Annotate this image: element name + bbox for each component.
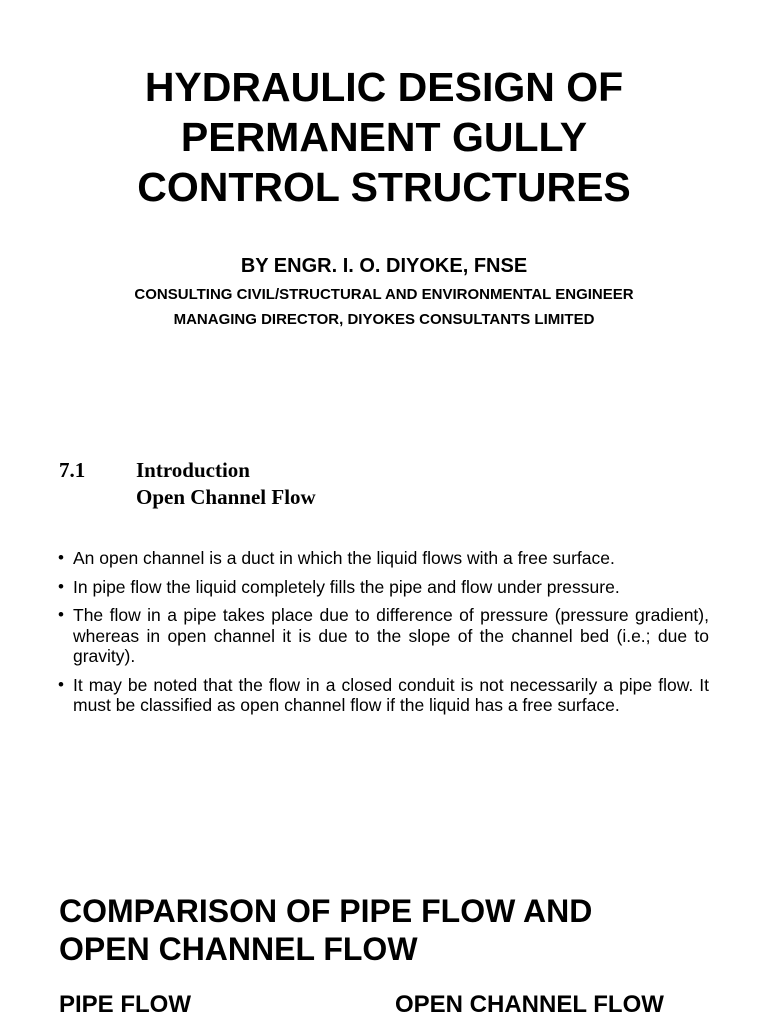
- bullet-text: In pipe flow the liquid completely fills the pipe and flow under pressure.: [73, 576, 620, 597]
- title-line: HYDRAULIC DESIGN OF: [144, 64, 624, 110]
- bullet-item: [58, 675, 709, 716]
- bullet-text: It may be noted that the flow in a closed conduit is not necessarily a pipe flow. It must be classified as open channel flow if the liquid has a free surface.: [73, 674, 709, 715]
- bullet-icon: •: [58, 605, 64, 624]
- bullet-icon: •: [58, 548, 64, 567]
- document-title: [0, 62, 768, 212]
- comparison-title: [59, 892, 699, 968]
- bullet-item: [58, 577, 709, 598]
- affiliation-line: CONSULTING CIVIL/STRUCTURAL AND ENVIRONMENTAL ENGINEER: [134, 286, 634, 303]
- pipe-flow-heading: PIPE FLOW: [59, 991, 191, 1018]
- comparison-slide: [0, 880, 768, 1024]
- title-slide: [0, 0, 768, 370]
- bullet-icon: •: [58, 674, 64, 694]
- section-number: 7.1: [59, 458, 86, 482]
- bullet-text: An open channel is a duct in which the liquid flows with a free surface.: [73, 548, 615, 568]
- bullet-item: [58, 605, 709, 667]
- affiliation-line: MANAGING DIRECTOR, DIYOKES CONSULTANTS LIMITED: [173, 311, 595, 328]
- comparison-title-line: COMPARISON OF PIPE FLOW AND: [59, 893, 593, 929]
- title-line: PERMANENT GULLY: [180, 114, 588, 160]
- bullet-list: [58, 548, 709, 724]
- comparison-title-line: OPEN CHANNEL FLOW: [59, 931, 418, 967]
- bullet-text: The flow in a pipe takes place due to difference of pressure (pressure gradient), whereas in open channel it is due to the slope of the channel bed (i.e.; due to gravity).: [73, 605, 709, 666]
- bullet-icon: •: [58, 576, 64, 596]
- bullet-item: [58, 548, 709, 569]
- section-title: Introduction: [136, 458, 250, 482]
- introduction-slide: [0, 440, 768, 770]
- section-subtitle: Open Channel Flow: [136, 485, 316, 509]
- open-channel-flow-heading: OPEN CHANNEL FLOW: [395, 991, 664, 1018]
- author-line: BY ENGR. I. O. DIYOKE, FNSE: [240, 255, 528, 277]
- title-line: CONTROL STRUCTURES: [137, 164, 631, 210]
